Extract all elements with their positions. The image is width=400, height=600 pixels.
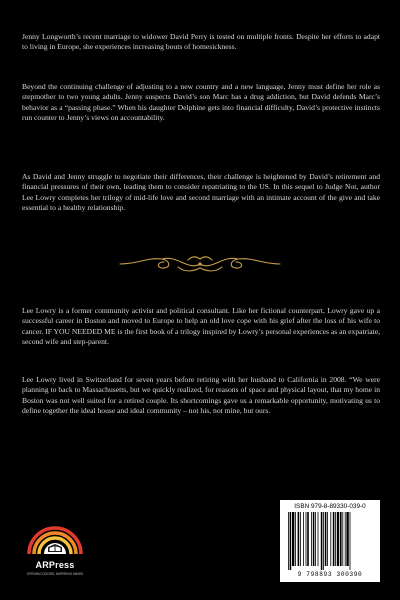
synopsis-paragraph-3: As David and Jenny struggle to negotiate their differences, their challenge is heightened by David’s retirement and financial pressures of their own, leading them to consider repatriating to the US. In this sequel to Judge Not, author Lee Lowry completes her trilogy of mid-life love and second marriage with an intimate account of the give and take essential to a healthy relationship. <box>22 172 380 213</box>
barcode-bar <box>342 512 343 566</box>
publisher-tagline: OPENING DOORS, INSPIRING MINDS <box>26 572 84 576</box>
barcode-bar <box>335 512 336 566</box>
barcode-bar <box>321 512 323 570</box>
barcode-bar <box>330 512 331 566</box>
barcode-digits: 9 798893 300390 <box>297 571 363 578</box>
barcode-bar <box>288 512 289 570</box>
author-bio-paragraph-1: Lee Lowry is a former community activist and political consultant. Like her fictional counterpart, Lowry gave up a successful career in Boston and moved to Europe to help an old love cope with his grief after the loss of his wife to cancer. IF YOU NEEDED ME is the first book of a trilogy inspired by Lowry’s personal experiences as an expatriate, second wife and step-parent. <box>22 306 380 347</box>
author-bio-paragraph-2: Lee Lowry lived in Switzerland for seven years before retiring with her husband to California in 2008. “We were planning to back to Massachusetts, but we quickly realized, for reasons of space and physical layout, that my home in Boston was not well suited for a retired couple. Its shortcomings gave us a remarkable opportunity, motivating us to define together the ideal house and ideal community – not his, not mine, but ours. <box>22 375 380 416</box>
barcode-bar <box>292 512 294 566</box>
barcode-bar <box>311 512 312 566</box>
synopsis-paragraph-2: Beyond the continuing challenge of adjusting to a new country and a new language, Jenny must define her role as stepmother to two young adults. Jenny suspects David’s son Marc has a drug addiction, but David defends Marc’s behavior as a “passing phase.” When his daughter Delphine gets into financial difficulty, David’s protective instincts run counter to Jenny’s views on accountability. <box>22 82 380 123</box>
barcode-bar <box>333 512 335 566</box>
isbn-barcode <box>280 500 380 582</box>
publisher-name: ARPress <box>35 560 75 570</box>
barcode-bar <box>303 512 304 566</box>
barcode-bar <box>313 512 315 566</box>
synopsis-paragraph-1: Jenny Longworth’s recent marriage to widower David Perry is tested on multiple fronts. Despite her efforts to adapt to living in Europe, she experiences increasing bouts of homesickness. <box>22 32 380 52</box>
barcode-bar <box>295 512 296 566</box>
barcode-bar <box>290 512 292 570</box>
barcode-bar <box>323 512 324 570</box>
barcode-bar <box>340 512 342 566</box>
barcode-bar <box>345 512 346 566</box>
barcode-bars <box>286 512 374 570</box>
barcode-bar <box>300 512 301 566</box>
barcode-bar <box>325 512 327 566</box>
barcode-bar <box>350 512 351 570</box>
barcode-bar <box>337 512 339 566</box>
book-house-logo-icon <box>22 510 88 560</box>
barcode-bar <box>318 512 319 566</box>
publisher-logo <box>22 510 88 588</box>
isbn-label: ISBN 979-8-89330-039-0 <box>294 503 366 510</box>
barcode-bar <box>307 512 309 566</box>
flourish-divider-icon <box>118 253 282 275</box>
barcode-bar <box>327 512 328 566</box>
barcode-bar <box>306 512 307 566</box>
barcode-bar <box>315 512 316 566</box>
barcode-bar <box>298 512 300 566</box>
barcode-bar <box>346 512 348 566</box>
